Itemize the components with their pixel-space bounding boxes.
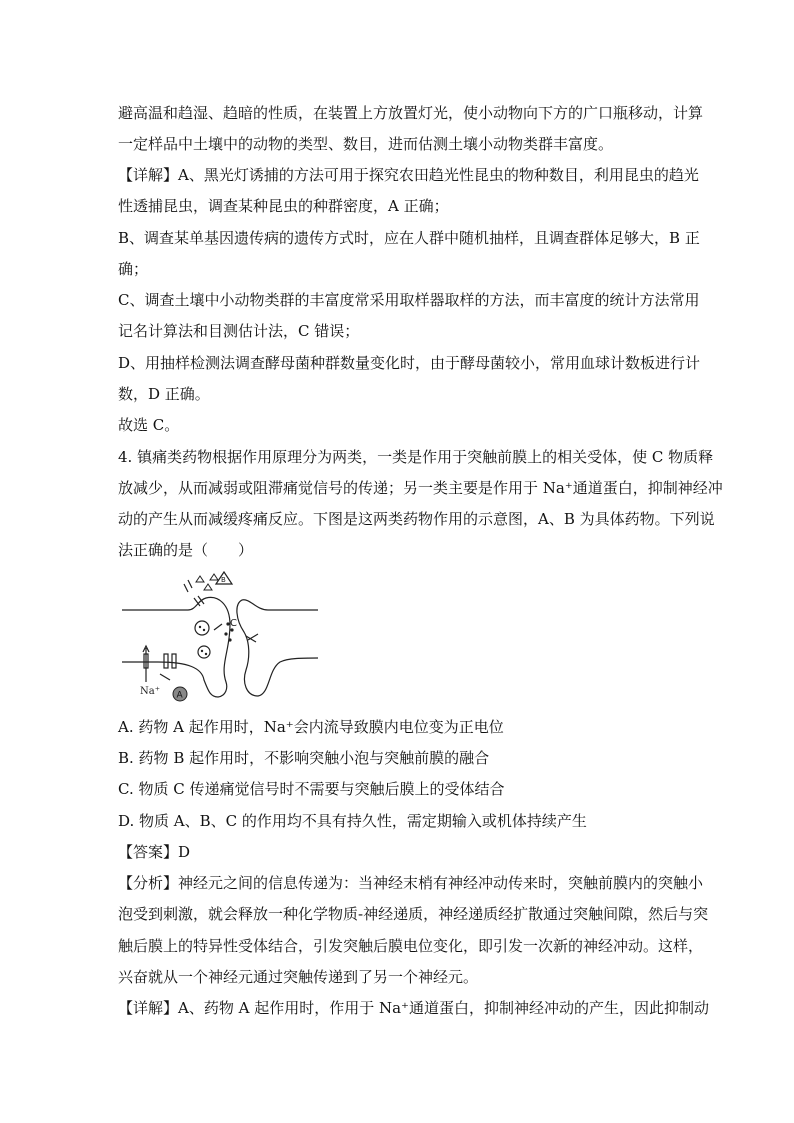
na-ion-label: Na⁺ xyxy=(140,686,160,697)
synapse-diagram xyxy=(118,570,328,710)
question-stem: 法正确的是（ ） xyxy=(118,541,254,559)
transmitter-dot xyxy=(199,626,201,628)
text-line: B、调查某单基因遗传病的遗传方式时，应在人群中随机抽样，且调查群体足够大，B 正 xyxy=(118,229,700,247)
transmitter-dot xyxy=(203,629,205,631)
transmitter-dot xyxy=(228,638,231,641)
pointer-line xyxy=(160,674,170,680)
drug-b-marker xyxy=(184,580,192,592)
text-line: 记名计算法和目测估计法，C 错误； xyxy=(118,322,360,340)
drug-b-label: B xyxy=(221,576,226,584)
synapse-diagram-svg xyxy=(118,570,328,710)
text-line: 数，D 正确。 xyxy=(118,385,210,403)
triangle-marker xyxy=(204,584,212,590)
analysis-line: 触后膜上的特异性受体结合，引发突触后膜电位变化，即引发一次新的神经冲动。这样， xyxy=(118,937,704,955)
option-a: A. 药物 A 起作用时，Na⁺会内流导致膜内电位变为正电位 xyxy=(118,718,504,736)
text-line: 【详解】A、黑光灯诱捕的方法可用于探究农田趋光性昆虫的物种数目，利用昆虫的趋光 xyxy=(118,166,699,184)
vesicle xyxy=(195,621,209,635)
text-line: 故选 C。 xyxy=(118,416,180,434)
presynaptic-membrane xyxy=(122,597,230,697)
question-stem: 放减少，从而减弱或阻滞痛觉信号的传递；另一类主要是作用于 Na⁺通道蛋白，抑制神经冲 xyxy=(118,479,723,497)
answer: 【答案】D xyxy=(118,843,191,861)
substance-c-label: C xyxy=(230,618,237,629)
analysis-line: 泡受到刺激，就会释放一种化学物质-神经递质，神经递质经扩散通过突触间隙，然后与突 xyxy=(118,905,709,923)
pointer-line xyxy=(214,624,222,630)
postsynaptic-membrane xyxy=(237,600,318,696)
analysis-line: 【分析】神经元之间的信息传递为：当神经末梢有神经冲动传来时，突触前膜内的突触小 xyxy=(118,874,704,892)
text-line: 确； xyxy=(118,260,149,278)
na-channel xyxy=(164,654,168,668)
transmitter-dot xyxy=(201,650,203,652)
question-stem: 动的产生从而减缓疼痛反应。下图是这两类药物作用的示意图，A、B 为具体药物。下列说 xyxy=(118,510,715,528)
receptor-shape xyxy=(194,596,204,606)
analysis-line: 兴奋就从一个神经元通过突触传递到了另一个神经元。 xyxy=(118,968,479,986)
text-line: 性透捕昆虫，调查某种昆虫的种群密度，A 正确； xyxy=(118,197,449,215)
option-d: D. 物质 A、B、C 的作用均不具有持久性，需定期输入或机体持续产生 xyxy=(118,812,587,830)
transmitter-dot xyxy=(205,653,207,655)
triangle-marker xyxy=(196,576,204,582)
triangle-marker xyxy=(210,574,218,580)
transmitter-dot xyxy=(224,632,227,635)
text-line: C、调查土壤中小动物类群的丰富度常采用取样器取样的方法，而丰富度的统计方法常用 xyxy=(118,291,700,309)
drug-a-label: A xyxy=(176,690,183,701)
option-b: B. 药物 B 起作用时，不影响突触小泡与突触前膜的融合 xyxy=(118,749,490,767)
analysis-line: 【详解】A、药物 A 起作用时，作用于 Na⁺通道蛋白，抑制神经冲动的产生，因此抑制动 xyxy=(118,999,709,1017)
text-line: 一定样品中土壤中的动物的类型、数目，进而估测土壤小动物类群丰富度。 xyxy=(118,135,614,153)
vesicle xyxy=(198,646,210,658)
text-line: D、用抽样检测法调查酵母菌种群数量变化时，由于酵母菌较小，常用血球计数板进行计 xyxy=(118,354,701,372)
na-channel xyxy=(172,654,176,668)
option-c: C. 物质 C 传递痛觉信号时不需要与突触后膜上的受体结合 xyxy=(118,780,505,798)
text-line: 避高温和趋湿、趋暗的性质，在装置上方放置灯光，使小动物向下方的广口瓶移动，计算 xyxy=(118,104,704,122)
question-stem: 4. 镇痛类药物根据作用原理分为两类，一类是作用于突触前膜上的相关受体，使 C 物质释 xyxy=(118,448,714,466)
